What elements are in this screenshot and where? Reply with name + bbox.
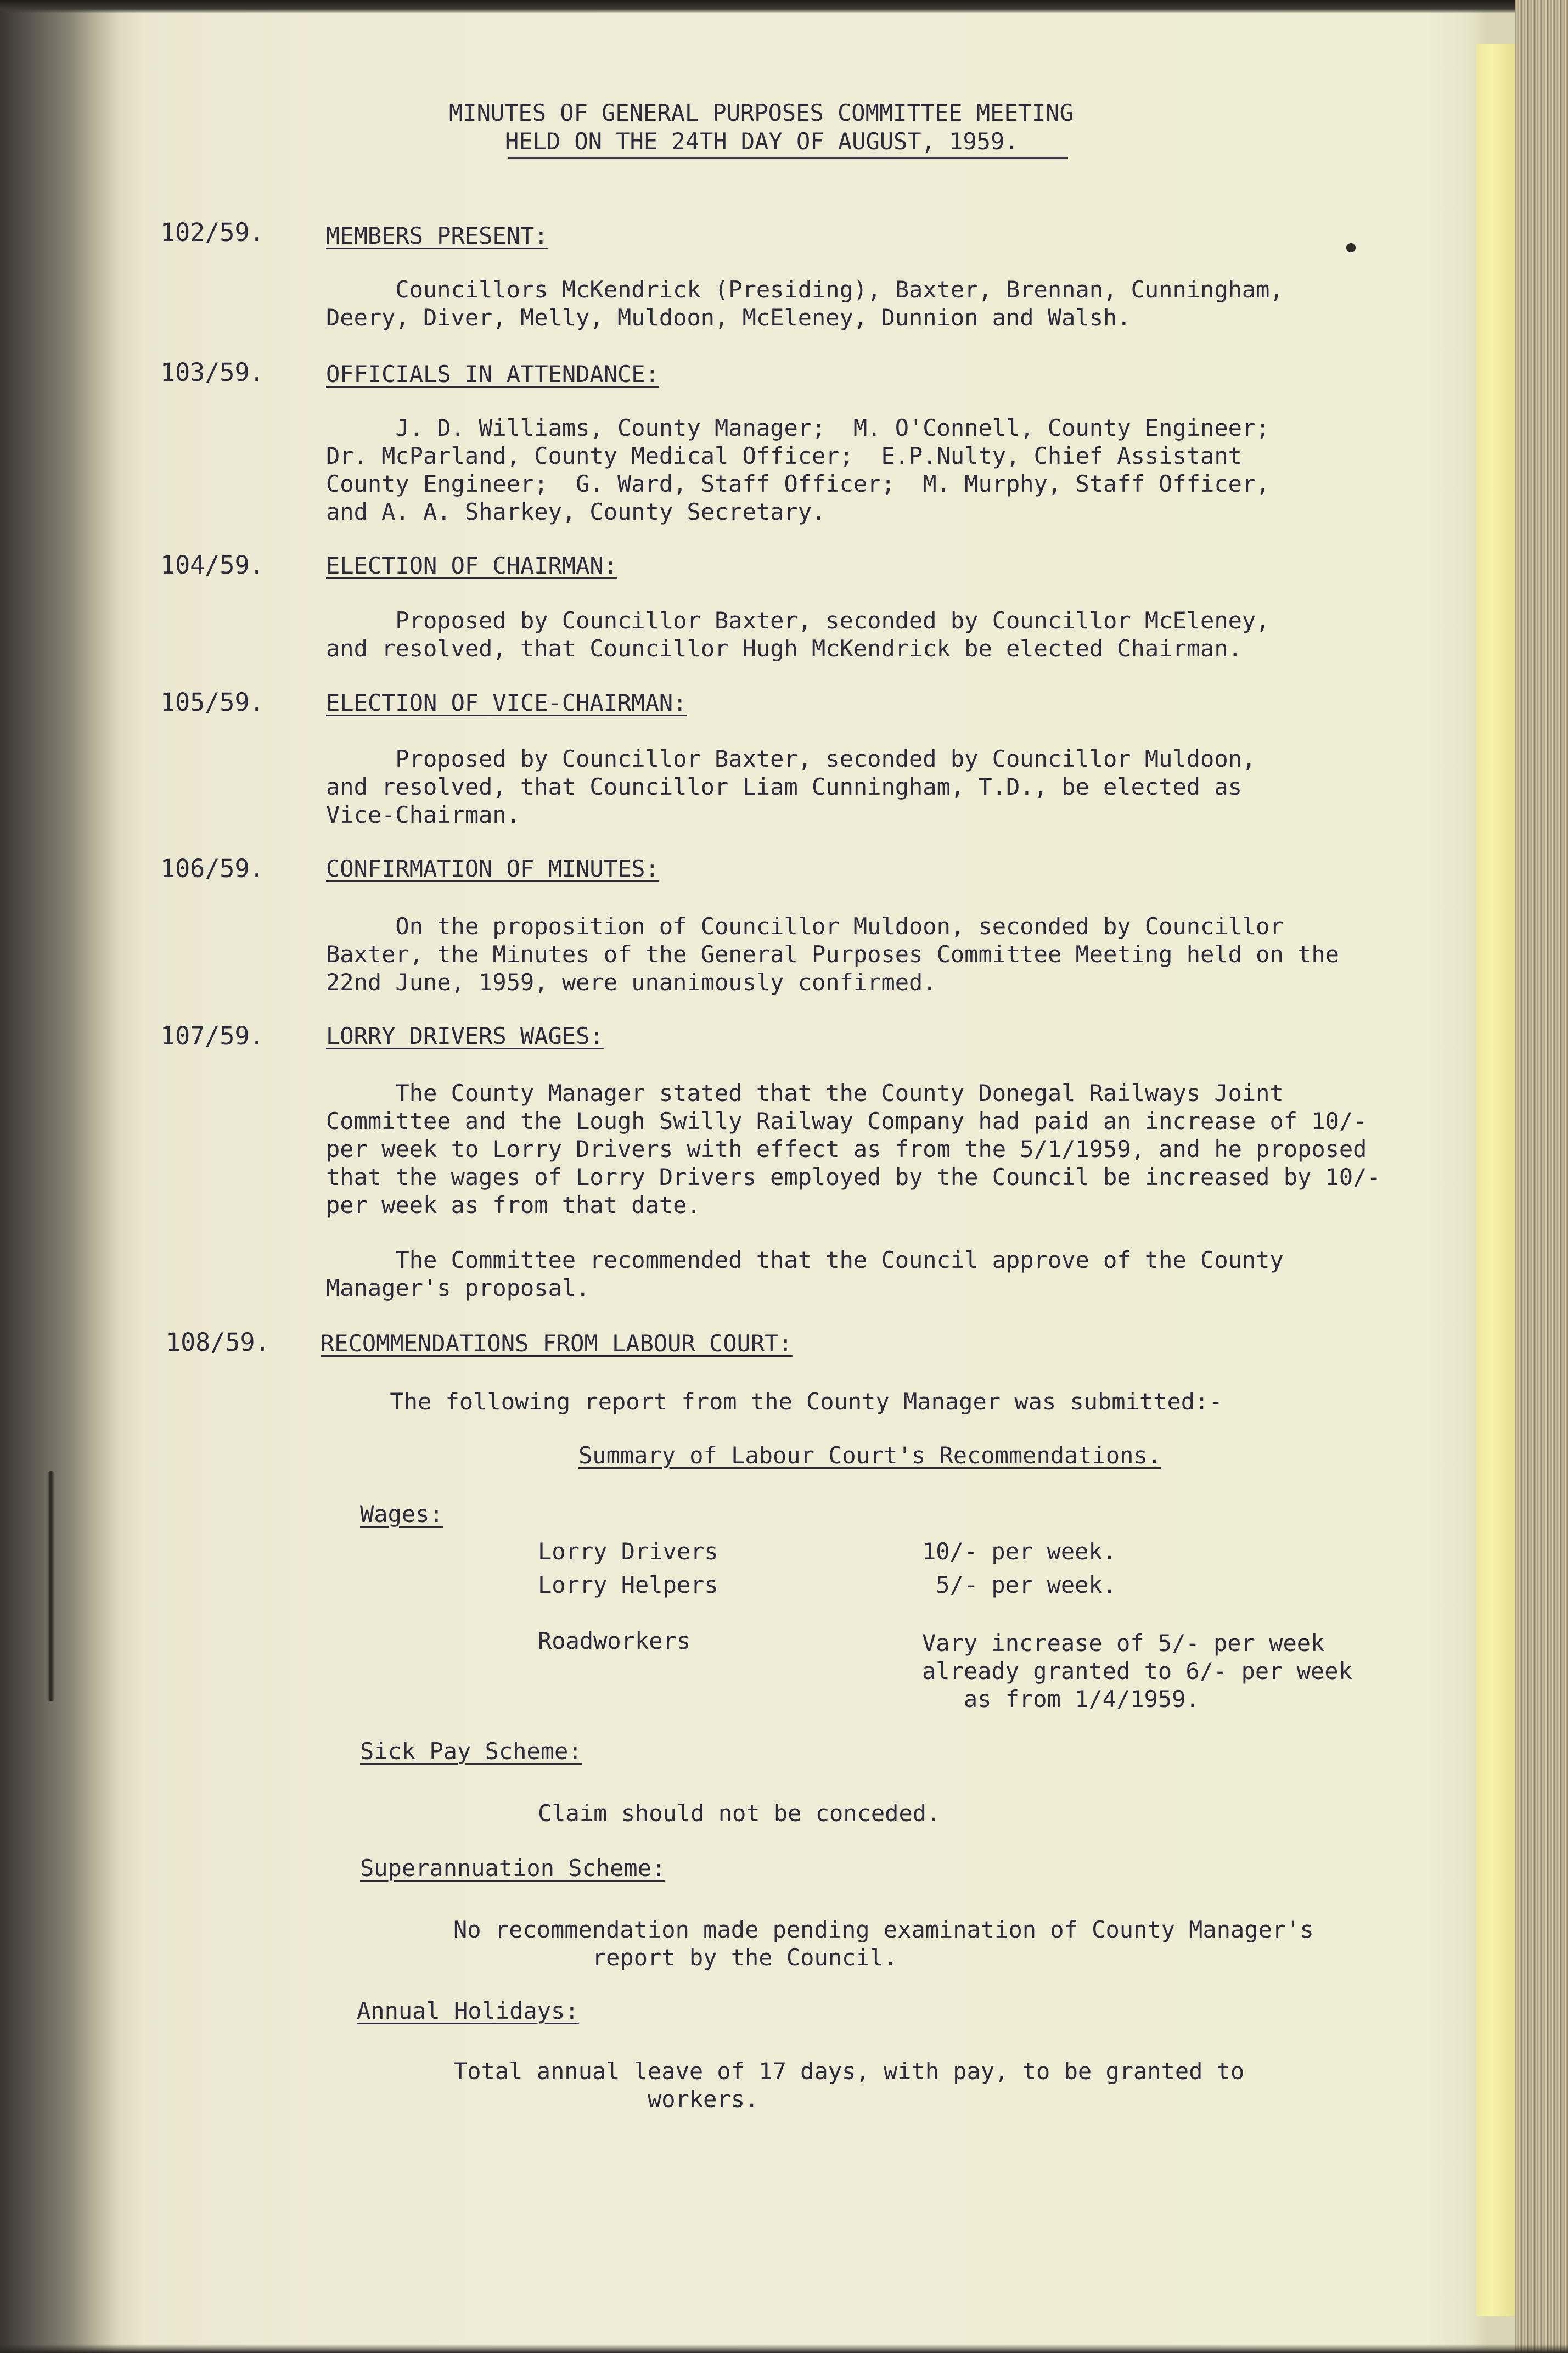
wage-value: 5/- per week. (922, 1571, 1117, 1598)
item-text-line: Baxter, the Minutes of the General Purposes Committee Meeting held on the (326, 941, 1339, 968)
item-text-line: Councillors McKendrick (Presiding), Baxter, Brennan, Cunningham, (326, 276, 1284, 303)
wage-value: Vary increase of 5/- per week (922, 1630, 1325, 1656)
item-number: 107/59. (160, 1021, 265, 1051)
item-text-line: Vice-Chairman. (326, 801, 521, 828)
wage-value: already granted to 6/- per week (922, 1658, 1352, 1684)
item-text-line: The Committee recommended that the Council approve of the County (326, 1246, 1284, 1273)
sick-pay-heading: Sick Pay Scheme: (360, 1738, 582, 1765)
item-text-line: 22nd June, 1959, were unanimously confirmed. (326, 969, 937, 996)
item-heading: LORRY DRIVERS WAGES: (326, 1023, 604, 1049)
item-number: 108/59. (166, 1328, 270, 1357)
holidays-text-line: Total annual leave of 17 days, with pay, to be granted to (453, 2058, 1245, 2085)
wage-value: 10/- per week. (922, 1538, 1117, 1565)
superannuation-text-line: report by the Council. (453, 1944, 898, 1971)
item-text-line: and resolved, that Councillor Hugh McKendrick be elected Chairman. (326, 635, 1242, 662)
item-heading: OFFICIALS IN ATTENDANCE: (326, 361, 659, 388)
wage-label: Lorry Drivers (538, 1538, 718, 1565)
item-text-line: Dr. McParland, County Medical Officer; E.P.Nulty, Chief Assistant (326, 442, 1242, 469)
item-text-line: and resolved, that Councillor Liam Cunningham, T.D., be elected as (326, 773, 1242, 800)
superannuation-text-line: No recommendation made pending examination of County Manager's (453, 1916, 1314, 1943)
title-underline (508, 157, 1068, 159)
item-number: 105/59. (160, 688, 265, 717)
item-text-line: County Engineer; G. Ward, Staff Officer; M. Murphy, Staff Officer, (326, 470, 1270, 497)
title-line-1: MINUTES OF GENERAL PURPOSES COMMITTEE MEETING (449, 99, 1074, 126)
summary-heading: Summary of Labour Court's Recommendations. (578, 1442, 1162, 1469)
item-number: 106/59. (160, 854, 265, 883)
item-text-line: Manager's proposal. (326, 1274, 590, 1301)
wage-label: Lorry Helpers (538, 1571, 718, 1598)
item-text-line: Proposed by Councillor Baxter, seconded by Councillor McEleney, (326, 607, 1270, 634)
item-number: 103/59. (160, 358, 265, 387)
superannuation-heading: Superannuation Scheme: (360, 1855, 666, 1882)
report-intro: The following report from the County Manager was submitted:- (321, 1388, 1223, 1415)
page-top-shadow (0, 0, 1568, 13)
item-heading: RECOMMENDATIONS FROM LABOUR COURT: (321, 1330, 793, 1357)
item-text-line: Deery, Diver, Melly, Muldoon, McEleney, Dunnion and Walsh. (326, 304, 1131, 331)
item-number: 102/59. (160, 218, 265, 247)
wage-value: as from 1/4/1959. (922, 1686, 1200, 1712)
book-page-edges (1515, 0, 1568, 2353)
item-text-line: The County Manager stated that the County Donegal Railways Joint (326, 1080, 1284, 1107)
item-text-line: per week to Lorry Drivers with effect as from the 5/1/1959, and he proposed (326, 1136, 1367, 1163)
page-bottom-shadow (0, 2344, 1568, 2353)
holidays-heading: Annual Holidays: (357, 1997, 579, 2024)
holidays-text-line: workers. (453, 2086, 759, 2113)
item-text-line: per week as from that date. (326, 1192, 701, 1218)
item-heading: CONFIRMATION OF MINUTES: (326, 855, 659, 882)
item-text-line: Committee and the Lough Swilly Railway Company had paid an increase of 10/- (326, 1108, 1367, 1135)
item-text-line: Proposed by Councillor Baxter, seconded by Councillor Muldoon, (326, 745, 1256, 772)
item-heading: MEMBERS PRESENT: (326, 222, 548, 249)
binding-mark (47, 1471, 55, 1701)
wage-label: Roadworkers (538, 1627, 691, 1654)
title-line-2: HELD ON THE 24TH DAY OF AUGUST, 1959. (505, 128, 1019, 155)
item-text-line: J. D. Williams, County Manager; M. O'Connell, County Engineer; (326, 414, 1270, 441)
sick-pay-text: Claim should not be conceded. (538, 1800, 941, 1827)
yellow-divider-tab (1476, 44, 1515, 2316)
item-heading: ELECTION OF VICE-CHAIRMAN: (326, 689, 687, 716)
item-heading: ELECTION OF CHAIRMAN: (326, 552, 618, 579)
wages-heading: Wages: (360, 1501, 443, 1528)
item-text-line: and A. A. Sharkey, County Secretary. (326, 498, 826, 525)
ink-dot (1346, 243, 1356, 252)
item-number: 104/59. (160, 551, 265, 580)
item-text-line: that the wages of Lorry Drivers employed by the Council be increased by 10/- (326, 1164, 1381, 1190)
item-text-line: On the proposition of Councillor Muldoon, seconded by Councillor (326, 913, 1284, 940)
